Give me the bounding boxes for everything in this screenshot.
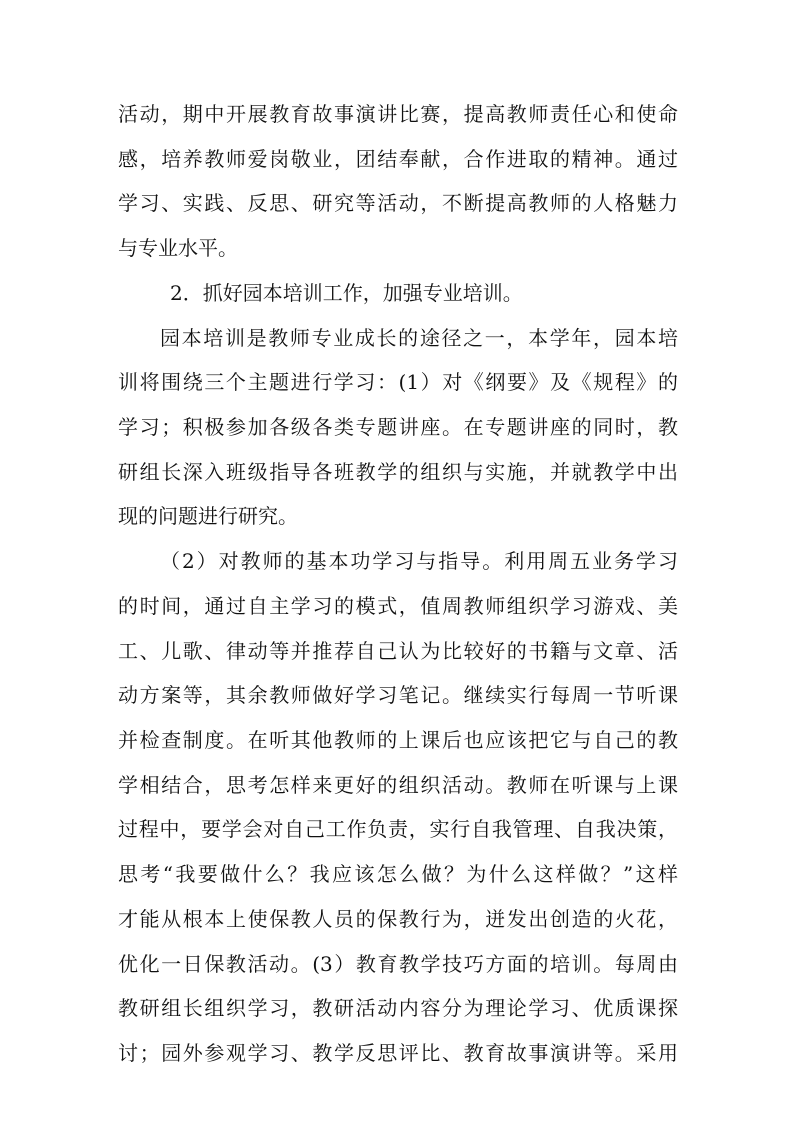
text-line: 才能从根本上使保教人员的保教行为，迸发出创造的火花，: [118, 906, 678, 931]
text-line: 工、儿歌、律动等并推荐自己认为比较好的书籍与文章、活: [118, 638, 678, 663]
text-line: 学习；积极参加各级各类专题讲座。在专题讲座的同时，教: [118, 415, 678, 439]
text-line: （2）对教师的基本功学习与指导。利用周五业务学习: [160, 549, 678, 574]
text-line: 研组长深入班级指导各班教学的组织与实施，并就教学中出: [118, 459, 678, 484]
text-line: 学相结合，思考怎样来更好的组织活动。教师在听课与上课: [118, 772, 678, 797]
text-line: 过程中，要学会对自己工作负责，实行自我管理、自我决策，: [118, 817, 678, 842]
text-line: 学习、实践、反思、研究等活动，不断提高教师的人格魅力: [118, 191, 678, 216]
text-line: 思考“我要做什么？我应该怎么做？为什么这样做？”这样: [118, 862, 678, 887]
text-line: 教研组长组织学习，教研活动内容分为理论学习、优质课探: [118, 996, 678, 1021]
text-line: 感，培养教师爱岗敬业，团结奉献，合作进取的精神。通过: [118, 146, 678, 171]
section-heading: 2．抓好园本培训工作，加强专业培训。: [170, 280, 523, 305]
text-line: 园本培训是教师专业成长的途径之一，本学年，园本培: [160, 325, 678, 350]
text-line: 的时间，通过自主学习的模式，值周教师组织学习游戏、美: [118, 593, 678, 618]
text-line: 并检查制度。在听其他教师的上课后也应该把它与自己的教: [118, 728, 678, 752]
text-line: 动方案等，其余教师做好学习笔记。继续实行每周一节听课: [118, 683, 678, 708]
text-line: 活动，期中开展教育故事演讲比赛，提高教师责任心和使命: [118, 102, 678, 126]
text-line: 讨；园外参观学习、教学反思评比、教育故事演讲等。采用: [118, 1041, 678, 1065]
text-line: 与专业水平。: [118, 236, 238, 261]
text-line: 现的问题进行研究。: [118, 504, 298, 529]
text-line: 训将围绕三个主题进行学习：(1）对《纲要》及《规程》的: [118, 370, 678, 395]
text-line: 优化一日保教活动。(3）教育教学技巧方面的培训。每周由: [118, 951, 678, 976]
